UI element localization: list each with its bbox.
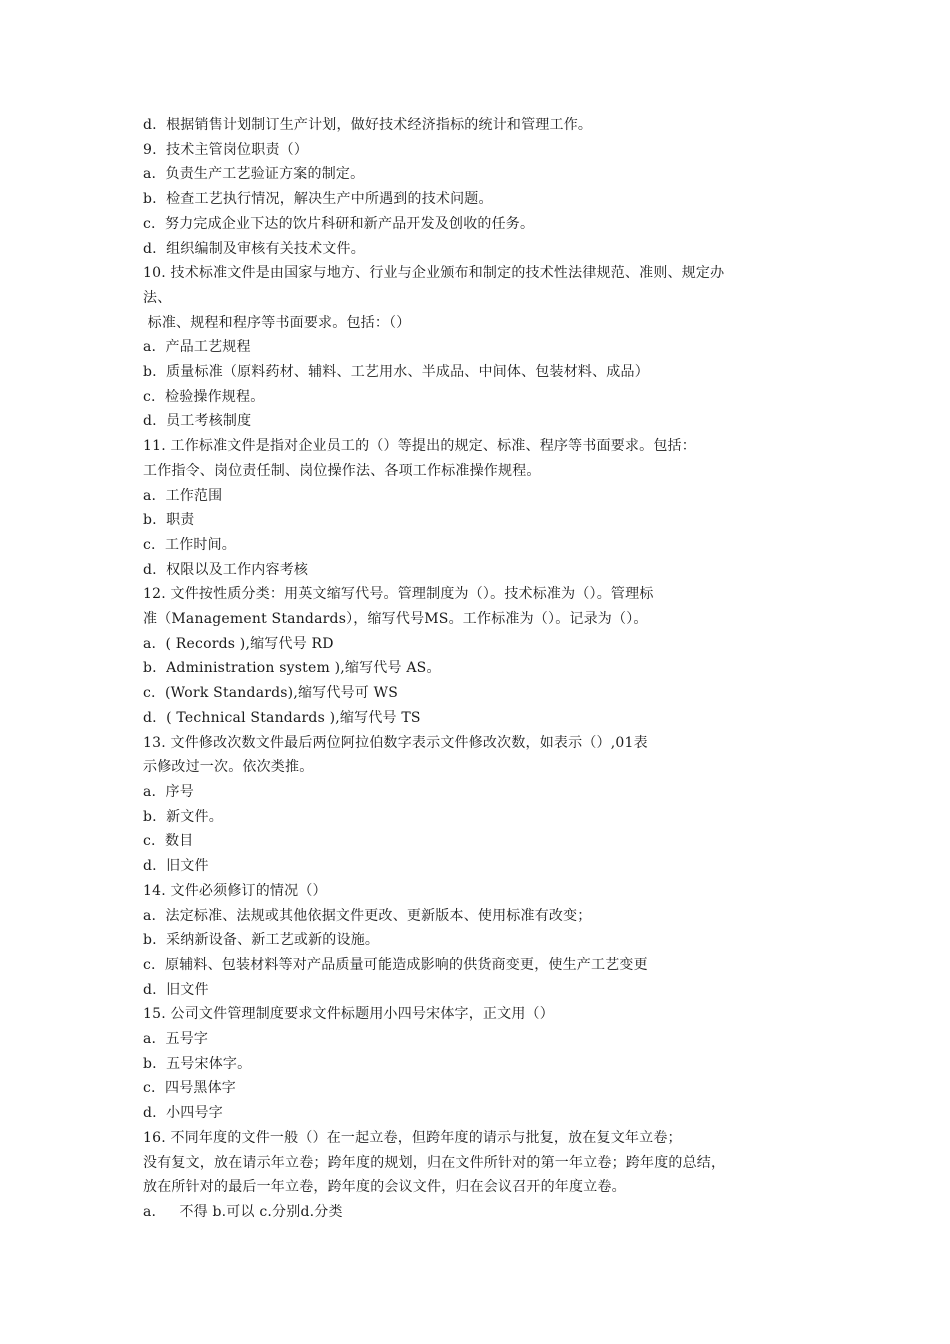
text-line: d. 旧文件	[143, 858, 209, 875]
text-line: b. 质量标准（原料药材、辅料、工艺用水、半成品、中间体、包装材料、成品）	[143, 364, 649, 381]
text-line: a. 不得 b.可以 c.分别d.分类	[143, 1203, 343, 1220]
text-line: 法、	[143, 289, 172, 306]
text-line: 放在所针对的最后一年立卷，跨年度的会议文件，归在会议召开的年度立卷。	[143, 1179, 626, 1196]
text-line: 标准、规程和程序等书面要求。包括：（）	[143, 314, 411, 331]
text-line: b. 检查工艺执行情况，解决生产中所遇到的技术问题。	[143, 191, 493, 208]
text-line: b. Administration system ),缩写代号 AS。	[143, 660, 441, 677]
text-line: d. 小四号字	[143, 1105, 223, 1122]
text-line: 16. 不同年度的文件一般（）在一起立卷，但跨年度的请示与批复，放在复文年立卷；	[143, 1129, 682, 1146]
text-line: 示修改过一次。依次类推。	[143, 759, 314, 776]
text-line: b. 新文件。	[143, 808, 223, 825]
text-line: c. 检验操作规程。	[143, 388, 265, 405]
text-line: d. 组织编制及审核有关技术文件。	[143, 240, 365, 257]
text-line: b. 职责	[143, 512, 195, 529]
text-line: c. 工作时间。	[143, 536, 236, 553]
text-line: 11. 工作标准文件是指对企业员工的（）等提出的规定、标准、程序等书面要求。包括：	[143, 438, 696, 455]
text-line: 10. 技术标准文件是由国家与地方、行业与企业颁布和制定的技术性法律规范、准则、规定办	[143, 265, 725, 282]
text-line: d. 权限以及工作内容考核	[143, 561, 309, 578]
text-line: c. 努力完成企业下达的饮片科研和新产品开发及创收的任务。	[143, 215, 535, 232]
text-line: a. 工作范围	[143, 487, 223, 504]
text-line: 12. 文件按性质分类：用英文缩写代号。管理制度为（）。技术标准为（）。管理标	[143, 586, 654, 603]
document-body	[143, 113, 808, 1225]
text-line: 13. 文件修改次数文件最后两位阿拉伯数字表示文件修改次数，如表示（）,01表	[143, 734, 648, 751]
text-line: c. 四号黑体字	[143, 1080, 236, 1097]
text-line: a. 法定标准、法规或其他依据文件更改、更新版本、使用标准有改变；	[143, 907, 592, 924]
text-line: d. ( Technical Standards ),缩写代号 TS	[143, 709, 421, 726]
text-line: a. 五号字	[143, 1031, 209, 1048]
text-line: 工作指令、岗位责任制、岗位操作法、各项工作标准操作规程。	[143, 462, 541, 479]
text-line: 9. 技术主管岗位职责（）	[143, 141, 309, 158]
text-line: 没有复文，放在请示年立卷；跨年度的规划，归在文件所针对的第一年立卷；跨年度的总结，	[143, 1154, 726, 1171]
text-line: c. (Work Standards),缩写代号可 WS	[143, 685, 399, 702]
text-line: b. 采纳新设备、新工艺或新的设施。	[143, 932, 380, 949]
text-line: b. 五号宋体字。	[143, 1055, 252, 1072]
text-line: a. 序号	[143, 783, 194, 800]
text-line: a. 负责生产工艺验证方案的制定。	[143, 166, 365, 183]
text-line: d. 旧文件	[143, 981, 209, 998]
text-line: c. 原辅料、包装材料等对产品质量可能造成影响的供货商变更，使生产工艺变更	[143, 956, 648, 973]
text-line: d. 员工考核制度	[143, 413, 252, 430]
text-line: 15. 公司文件管理制度要求文件标题用小四号宋体字，正文用（）	[143, 1006, 554, 1023]
text-line: c. 数目	[143, 833, 194, 850]
text-line: 准（Management Standards），缩写代号MS。工作标准为（）。记录为（）。	[143, 611, 648, 628]
text-line: a. 产品工艺规程	[143, 339, 251, 356]
text-line: a. ( Records ),缩写代号 RD	[143, 635, 334, 652]
text-line: 14. 文件必须修订的情况（）	[143, 882, 327, 899]
text-line: d. 根据销售计划制订生产计划，做好技术经济指标的统计和管理工作。	[143, 117, 593, 133]
